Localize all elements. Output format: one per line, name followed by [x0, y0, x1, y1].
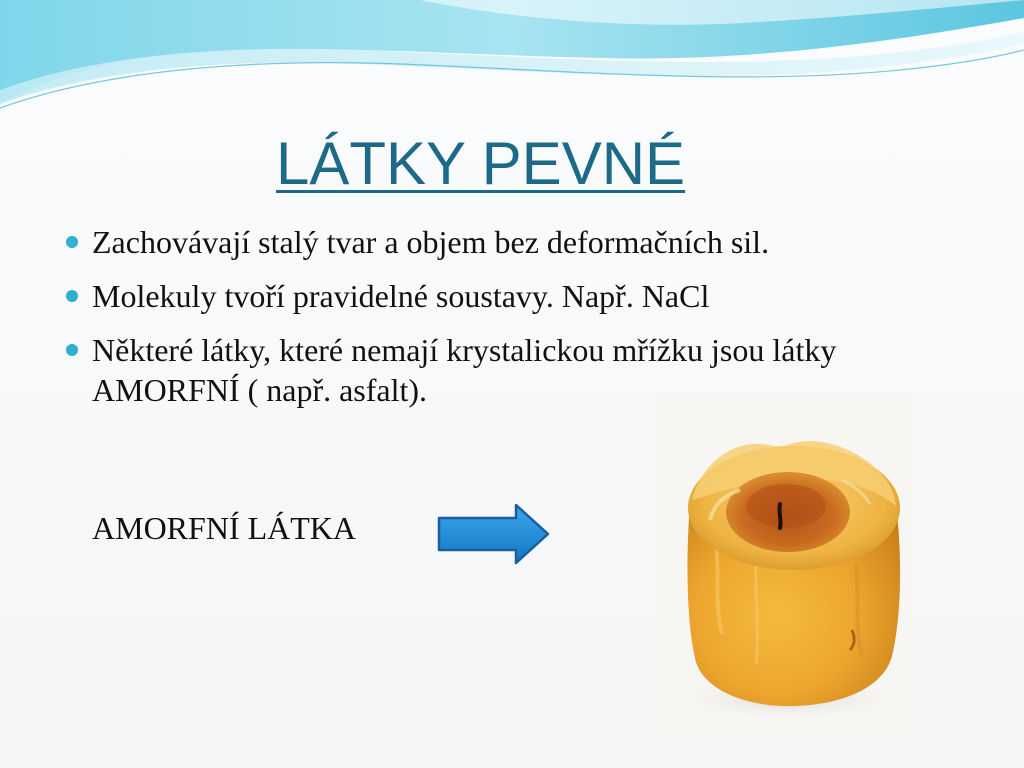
- bullet-item: [66, 222, 946, 262]
- right-arrow-icon: [436, 502, 552, 566]
- bullet-dot-icon: [66, 290, 78, 302]
- amorphous-label: AMORFNÍ LÁTKA: [92, 510, 356, 546]
- bullet-dot-icon: [66, 344, 78, 356]
- header-wave-decoration: [0, 0, 1024, 120]
- slide-title: LÁTKY PEVNÉ: [276, 130, 686, 197]
- bullet-text: Zachovávají stalý tvar a objem bez deformačních sil.: [92, 224, 770, 260]
- bullet-dot-icon: [66, 236, 78, 248]
- bullet-text: Některé látky, které nemají krystalickou mřížku jsou látky AMORFNÍ ( např. asfalt).: [92, 332, 837, 408]
- bullet-item: [66, 276, 946, 316]
- candle-photo: [656, 394, 912, 740]
- bullet-text: Molekuly tvoří pravidelné soustavy. Např. NaCl: [92, 278, 710, 314]
